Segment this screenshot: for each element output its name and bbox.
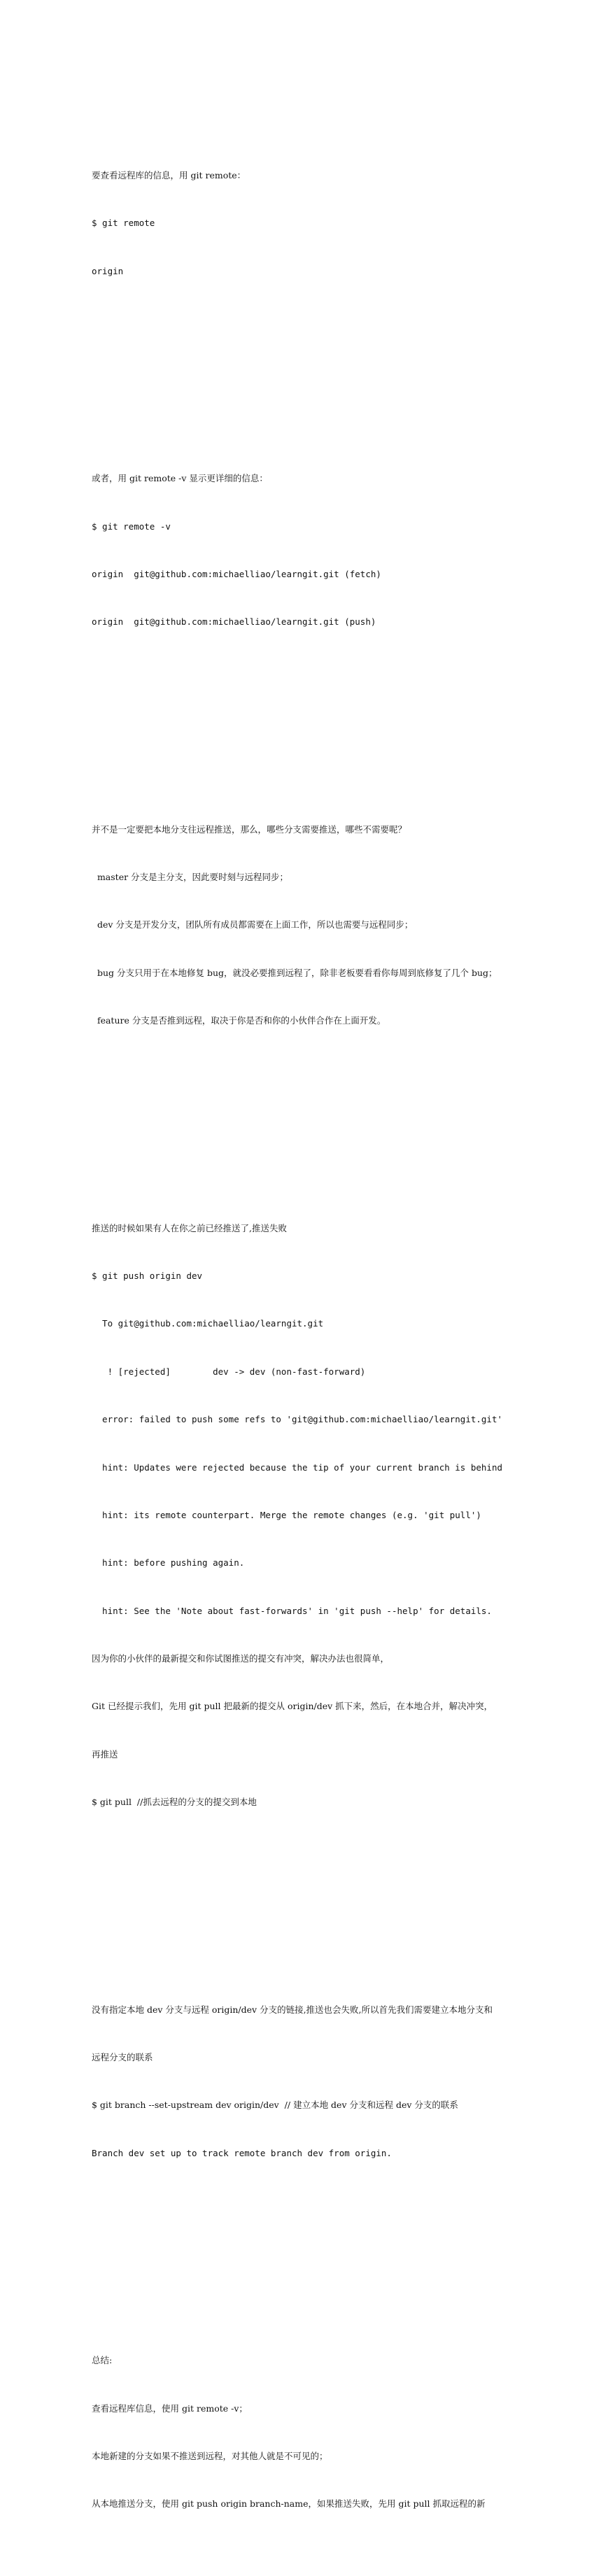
code-line: $ git remote (92, 218, 155, 229)
text-line: dev 分支是开发分支，团队所有成员都需要在上面工作，所以也需要与远程同步； (92, 919, 413, 930)
text-line: 推送的时候如果有人在你之前已经推送了,推送失败 (92, 1222, 287, 1233)
section-push-rejected (92, 1189, 525, 1843)
text-line: 再推送 (92, 1748, 118, 1760)
code-line: ! [rejected] dev -> dev (non-fast-forward) (92, 1366, 366, 1377)
section-gap (92, 360, 525, 392)
text-line: $ git branch --set-upstream dev origin/dev // 建立本地 dev 分支和远程 dev 分支的联系 (92, 2100, 458, 2111)
code-line: origin git@github.com:michaelliao/learngit.git (fetch) (92, 568, 381, 579)
text-line: 远程分支的联系 (92, 2052, 153, 2063)
section-gap (92, 1890, 525, 1923)
section-summary (92, 2321, 525, 2545)
section-git-remote (92, 136, 525, 311)
text-line: 或者，用 git remote -v 显示更详细的信息： (92, 473, 268, 484)
text-line: master 分支是主分支，因此要时刻与远程同步； (92, 872, 289, 883)
text-line: bug 分支只用于在本地修复 bug，就没必要推到远程了，除非老板要看看你每周到底修复了几个 bug； (92, 967, 497, 978)
text-line: Git 已经提示我们，先用 git pull 把最新的提交从 origin/dev 抓下来，然后，在本地合并，解决冲突， (92, 1701, 493, 1712)
text-line: 因为你的小伙伴的最新提交和你试图推送的提交有冲突，解决办法也很简单， (92, 1653, 390, 1664)
text-line: 并不是一定要把本地分支往远程推送，那么，哪些分支需要推送，哪些不需要呢？ (92, 823, 407, 835)
text-line: 总结: (92, 2355, 113, 2366)
section-gap (92, 1109, 525, 1141)
text-line: 从本地推送分支，使用 git push origin branch-name，如果推送失败，先用 git pull 抓取远程的新 (92, 2498, 486, 2510)
code-line: origin (92, 265, 124, 276)
text-line: feature 分支是否推到远程，取决于你是否和你的小伙伴合作在上面开发。 (92, 1015, 386, 1026)
section-branch-push (92, 790, 525, 1061)
code-line: To git@github.com:michaelliao/learngit.git (92, 1318, 324, 1329)
text-line: 本地新建的分支如果不推送到远程，对其他人就是不可见的； (92, 2450, 328, 2461)
text-line: 查看远程库信息，使用 git remote -v； (92, 2402, 248, 2414)
section-gap (92, 710, 525, 742)
section-git-remote-v (92, 439, 525, 663)
code-line: origin git@github.com:michaelliao/learngit.git (push) (92, 616, 376, 628)
text-line: 没有指定本地 dev 分支与远程 origin/dev 分支的链接,推送也会失败,所以首先我们需要建立本地分支和 (92, 2004, 493, 2015)
code-line: hint: Updates were rejected because the tip of your current branch is behind (92, 1462, 502, 1473)
code-line: $ git push origin dev (92, 1270, 203, 1281)
section-set-upstream (92, 1970, 525, 2193)
code-line: hint: its remote counterpart. Merge the remote changes (e.g. 'git pull') (92, 1509, 481, 1520)
document-page (92, 88, 525, 2576)
code-line: Branch dev set up to track remote branch dev from origin. (92, 2147, 392, 2158)
code-line: $ git remote -v (92, 521, 171, 532)
section-gap (92, 2242, 525, 2274)
text-line: $ git pull //抓去远程的分支的提交到本地 (92, 1797, 257, 1808)
code-line: error: failed to push some refs to 'git@github.com:michaelliao/learngit.git' (92, 1414, 502, 1425)
code-line: hint: See the 'Note about fast-forwards' in 'git push --help' for details. (92, 1605, 492, 1616)
code-line: hint: before pushing again. (92, 1557, 245, 1569)
text-line: 要查看远程库的信息，用 git remote： (92, 169, 246, 181)
